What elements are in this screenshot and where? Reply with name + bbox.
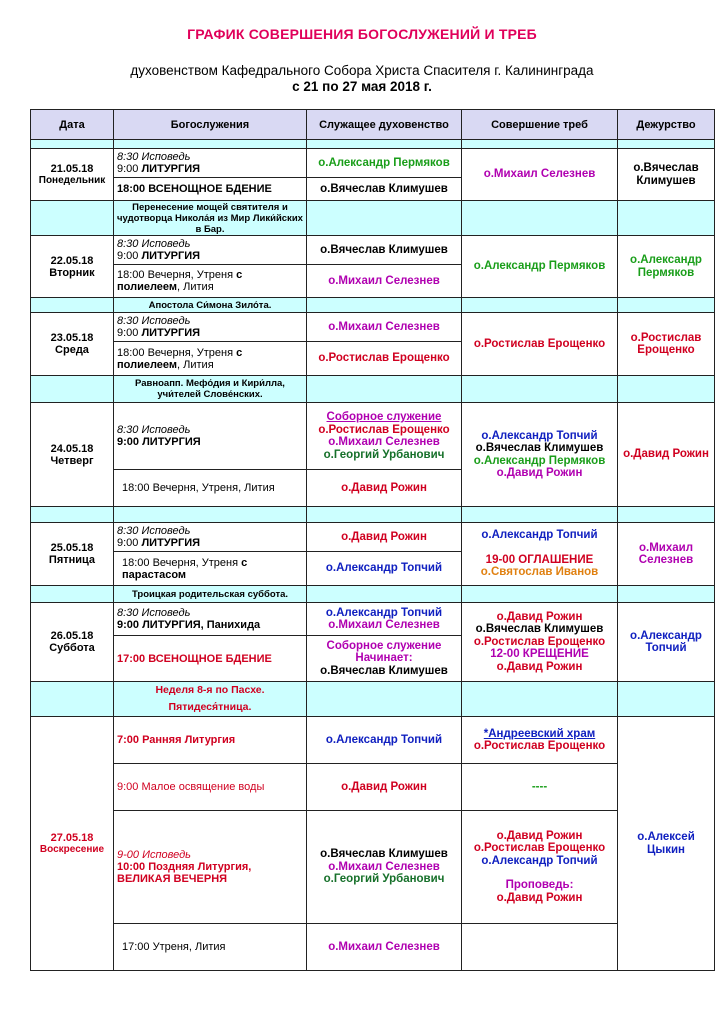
service-cell: 18:00 Вечерня, Утреня с парастасом <box>114 552 307 586</box>
duty-cell: о.Александр Топчий <box>618 603 715 682</box>
service-cell: 8:30 Исповедь 9:00 ЛИТУРГИЯ <box>114 149 307 178</box>
duty-cell: о.Александр Пермяков <box>618 236 715 298</box>
treby-cell: о.Давид Рожин о.Ростислав Ерощенко о.Александр Топчий Проповедь: о.Давид Рожин <box>462 811 618 924</box>
feast-row <box>31 201 715 236</box>
feast-label: Перенесение мощей святителя и чудотворца Никола́я из Мир Лики́йских в Бар. <box>114 201 307 236</box>
feast-row <box>31 298 715 313</box>
treby-cell: о.Михаил Селезнев <box>462 149 618 201</box>
table-row <box>31 149 715 178</box>
service-cell: 18:00 Вечерня, Утреня с полиелеем, Лития <box>114 265 307 298</box>
duty-cell: о.Вячеслав Климушев <box>618 149 715 201</box>
service-cell: 17:00 ВСЕНОЩНОЕ БДЕНИЕ <box>114 636 307 682</box>
clergy-cell: о.Александр Топчий <box>307 717 462 764</box>
date-cell: 23.05.18 Среда <box>31 313 114 376</box>
service-cell: 8:30 Исповедь 9:00 ЛИТУРГИЯ <box>114 313 307 342</box>
service-cell: 18:00 Вечерня, Утреня с полиелеем, Лития <box>114 342 307 376</box>
date-range: с 21 по 27 мая 2018 г. <box>292 79 432 94</box>
col-treby: Совершение треб <box>462 110 618 140</box>
clergy-cell: о.Александр Топчий <box>307 552 462 586</box>
date-cell: 26.05.18 Суббота <box>31 603 114 682</box>
page-title: ГРАФИК СОВЕРШЕНИЯ БОГОСЛУЖЕНИЙ И ТРЕБ <box>187 26 537 42</box>
duty-cell: о.Алексей Цыкин <box>618 717 715 971</box>
date-cell: 25.05.18 Пятница <box>31 523 114 586</box>
spacer-row <box>31 507 715 523</box>
feast-label: Апостола Си́мона Зило́та. <box>114 298 307 313</box>
service-cell: 18:00 ВСЕНОЩНОЕ БДЕНИЕ <box>114 178 307 201</box>
clergy-cell: о.Давид Рожин <box>307 470 462 507</box>
treby-cell: о.Александр Топчий о.Вячеслав Климушев о.Александр Пермяков о.Давид Рожин <box>462 403 618 507</box>
schedule-table <box>30 109 715 971</box>
clergy-cell: о.Вячеслав Климушев <box>307 178 462 201</box>
feast-row <box>31 586 715 603</box>
table-row <box>31 764 715 811</box>
service-cell: 8:30 Исповедь 9:00 ЛИТУРГИЯ, Панихида <box>114 603 307 636</box>
service-cell: 18:00 Вечерня, Утреня, Лития <box>114 470 307 507</box>
service-cell: 8:30 Исповедь 9:00 ЛИТУРГИЯ <box>114 236 307 265</box>
spacer-row <box>31 140 715 149</box>
clergy-cell: о.Вячеслав Климушев о.Михаил Селезнев о.Георгий Урбанович <box>307 811 462 924</box>
table-row <box>31 523 715 552</box>
clergy-cell: о.Михаил Селезнев <box>307 313 462 342</box>
col-services: Богослужения <box>114 110 307 140</box>
treby-cell: о.Давид Рожин о.Вячеслав Климушев о.Ростислав Ерощенко 12-00 КРЕЩЕНИЕ о.Давид Рожин <box>462 603 618 682</box>
treby-cell: *Андреевский храм о.Ростислав Ерощенко <box>462 717 618 764</box>
table-row <box>31 924 715 971</box>
date-cell: 21.05.18 Понедельник <box>31 149 114 201</box>
treby-cell: о.Александр Пермяков <box>462 236 618 298</box>
date-cell: 22.05.18 Вторник <box>31 236 114 298</box>
duty-cell: о.Давид Рожин <box>618 403 715 507</box>
service-cell: 8:30 Исповедь 9:00 ЛИТУРГИЯ <box>114 403 307 470</box>
clergy-cell: о.Ростислав Ерощенко <box>307 342 462 376</box>
table-row <box>31 717 715 764</box>
table-row <box>31 236 715 265</box>
page-subtitle: духовенством Кафедрального Собора Христа Спасителя г. Калининграда <box>130 63 594 78</box>
service-cell: 7:00 Ранняя Литургия <box>114 717 307 764</box>
treby-cell: о.Ростислав Ерощенко <box>462 313 618 376</box>
service-cell: 9:00 Малое освящение воды <box>114 764 307 811</box>
duty-cell: о.Ростислав Ерощенко <box>618 313 715 376</box>
clergy-cell: Соборное служение о.Ростислав Ерощенко о.Михаил Селезнев о.Георгий Урбанович <box>307 403 462 470</box>
clergy-cell: о.Давид Рожин <box>307 523 462 552</box>
clergy-cell: о.Давид Рожин <box>307 764 462 811</box>
feast-row <box>31 682 715 717</box>
feast-label: Неделя 8-я по Пасхе. Пятидеся́тница. <box>114 682 307 717</box>
table-row <box>31 313 715 342</box>
clergy-cell: Соборное служение Начинает: о.Вячеслав Климушев <box>307 636 462 682</box>
duty-cell: о.Михаил Селезнев <box>618 523 715 586</box>
table-row <box>31 811 715 924</box>
clergy-cell: о.Михаил Селезнев <box>307 265 462 298</box>
service-cell: 17:00 Утреня, Лития <box>114 924 307 971</box>
date-cell: 24.05.18 Четверг <box>31 403 114 507</box>
table-row <box>31 403 715 470</box>
feast-row <box>31 376 715 403</box>
clergy-cell: о.Александр Топчий о.Михаил Селезнев <box>307 603 462 636</box>
date-cell: 27.05.18 Воскресение <box>31 717 114 971</box>
feast-label: Троицкая родительская суббота. <box>114 586 307 603</box>
clergy-cell: о.Александр Пермяков <box>307 149 462 178</box>
clergy-cell: о.Вячеслав Климушев <box>307 236 462 265</box>
clergy-cell: о.Михаил Селезнев <box>307 924 462 971</box>
treby-cell <box>462 924 618 971</box>
service-cell: 8:30 Исповедь 9:00 ЛИТУРГИЯ <box>114 523 307 552</box>
col-clergy: Служащее духовенство <box>307 110 462 140</box>
table-row <box>31 603 715 636</box>
col-date: Дата <box>31 110 114 140</box>
feast-label: Равноапп. Мефо́дия и Кири́лла, учи́телей Слове́нских. <box>114 376 307 403</box>
treby-cell: ---- <box>462 764 618 811</box>
col-duty: Дежурство <box>618 110 715 140</box>
service-cell: 9-00 Исповедь 10:00 Поздняя Литургия, ВЕЛИКАЯ ВЕЧЕРНЯ <box>114 811 307 924</box>
treby-cell: о.Александр Топчий 19-00 ОГЛАШЕНИЕ о.Святослав Иванов <box>462 523 618 586</box>
header-row <box>31 110 715 140</box>
